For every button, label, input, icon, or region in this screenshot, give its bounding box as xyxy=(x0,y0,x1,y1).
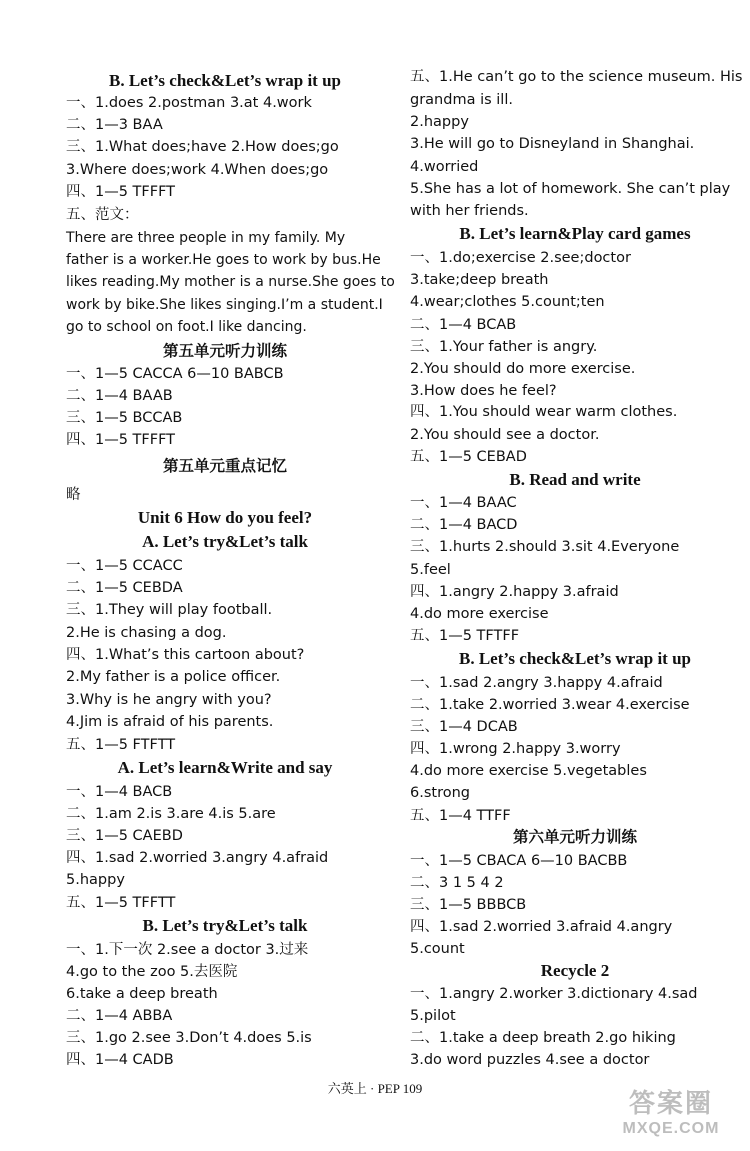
answer-line: 2.You should do more exercise. xyxy=(410,361,636,377)
answer-line: 二、1—4 BAAB xyxy=(66,388,173,404)
answer-line: 5.pilot xyxy=(410,1008,456,1024)
answer-line: 三、1.Your father is angry. xyxy=(410,339,598,355)
answer-line: 三、1.hurts 2.should 3.sit 4.Everyone xyxy=(410,539,680,555)
answer-line: 5.happy xyxy=(66,872,125,888)
answer-line: 四、1.angry 2.happy 3.afraid xyxy=(410,584,619,600)
answer-line: 4.do more exercise xyxy=(410,606,549,622)
answer-line: 二、1—4 ABBA xyxy=(66,1008,173,1024)
answer-line: 三、1.go 2.see 3.Don’t 4.does 5.is xyxy=(66,1030,312,1046)
answer-line: 四、1.What’s this cartoon about? xyxy=(66,647,305,663)
answer-line: 3.How does he feel? xyxy=(410,383,557,399)
answer-line: 一、1—5 CACCA 6—10 BABCB xyxy=(66,366,284,382)
answer-line: 二、1—5 CEBDA xyxy=(66,580,183,596)
answer-line: 五、1—5 TFFTT xyxy=(66,895,176,911)
answer-line: 三、1.What does;have 2.How does;go xyxy=(66,139,339,155)
section-heading: Unit 6 How do you feel? xyxy=(137,508,313,527)
answer-line: 三、1—5 BCCAB xyxy=(66,410,183,426)
answer-line: 2.happy xyxy=(410,114,469,130)
section-heading: B. Let’s try&Let’s talk xyxy=(142,916,308,935)
answer-line: 3.take;deep breath xyxy=(410,272,549,288)
section-heading: 第五单元重点记忆 xyxy=(162,457,287,475)
answer-line: 2.He is chasing a dog. xyxy=(66,625,227,641)
answer-line: 二、1—3 BAA xyxy=(66,117,163,133)
answer-line: 4.worried xyxy=(410,159,479,175)
answer-line: 三、1—5 CAEBD xyxy=(66,828,183,844)
answer-line: 四、1.wrong 2.happy 3.worry xyxy=(410,741,621,757)
answer-line: 四、1.sad 2.worried 3.angry 4.afraid xyxy=(66,850,329,866)
section-heading: 第五单元听力训练 xyxy=(162,342,287,360)
essay-line: go to school on foot.I like dancing. xyxy=(66,319,307,335)
section-heading: 第六单元听力训练 xyxy=(512,828,637,846)
answer-line: 五、1—4 TTFF xyxy=(410,808,511,824)
answer-line: 2.You should see a doctor. xyxy=(410,427,600,443)
answer-line: 3.He will go to Disneyland in Shanghai. xyxy=(410,136,695,152)
answer-line: 三、1.They will play football. xyxy=(66,602,273,618)
section-heading: B. Read and write xyxy=(509,470,641,489)
answer-line: 一、1—4 BACB xyxy=(66,784,173,800)
answer-line: 一、1.does 2.postman 3.at 4.work xyxy=(66,95,312,111)
answer-line: 一、1.sad 2.angry 3.happy 4.afraid xyxy=(410,675,663,691)
answer-line: 2.My father is a police officer. xyxy=(66,669,281,685)
answer-line: 二、1—4 BCAB xyxy=(410,317,517,333)
answer-line: 5.She has a lot of homework. She can’t play xyxy=(410,181,731,197)
answer-line: 一、1—5 CBACA 6—10 BACBB xyxy=(410,853,628,869)
section-heading: B. Let’s learn&Play card games xyxy=(459,224,691,243)
answer-line: 二、1.am 2.is 3.are 4.is 5.are xyxy=(66,806,276,822)
answer-line: 5.count xyxy=(410,941,465,957)
watermark-logo xyxy=(596,1088,746,1146)
section-heading: B. Let’s check&Let’s wrap it up xyxy=(109,71,341,90)
answer-line: 一、1.angry 2.worker 3.dictionary 4.sad xyxy=(410,986,698,1002)
answer-line: 4.do more exercise 5.vegetables xyxy=(410,763,647,779)
essay-line: work by bike.She likes singing.I’m a student.I xyxy=(66,297,383,313)
answer-line: 一、1—4 BAAC xyxy=(410,495,517,511)
section-heading: A. Let’s try&Let’s talk xyxy=(142,532,308,551)
answer-line: 二、1.take 2.worried 3.wear 4.exercise xyxy=(410,697,690,713)
answer-line: 一、1—5 CCACC xyxy=(66,558,183,574)
answer-line: 略 xyxy=(66,487,81,503)
answer-line: 三、1—5 BBBCB xyxy=(410,897,527,913)
answer-line: 5.feel xyxy=(410,562,451,578)
answer-line: 二、1—4 BACD xyxy=(410,517,518,533)
section-heading: B. Let’s check&Let’s wrap it up xyxy=(459,649,691,668)
answer-line: 3.Why is he angry with you? xyxy=(66,692,272,708)
answer-line: 五、1—5 TFTFF xyxy=(410,628,520,644)
answer-line: 五、1—5 CEBAD xyxy=(410,449,527,465)
answer-line: 3.do word puzzles 4.see a doctor xyxy=(410,1052,650,1068)
page-footer: 六英上 · PEP 109 xyxy=(327,1081,423,1096)
answer-line: 6.strong xyxy=(410,785,470,801)
answer-line: 4.wear;clothes 5.count;ten xyxy=(410,294,605,310)
answer-line: 一、1.下一次 2.see a doctor 3.过来 xyxy=(66,942,309,958)
answer-line: grandma is ill. xyxy=(410,92,513,108)
answer-line: 五、范文： xyxy=(66,207,139,223)
section-heading: A. Let’s learn&Write and say xyxy=(117,758,333,777)
answer-line: 二、3 1 5 4 2 xyxy=(410,875,504,891)
answer-line: 一、1.do;exercise 2.see;doctor xyxy=(410,250,631,266)
essay-line: father is a worker.He goes to work by bus.He xyxy=(66,252,381,268)
answer-line: 二、1.take a deep breath 2.go hiking xyxy=(410,1030,676,1046)
answer-line: 五、1.He can’t go to the science museum. His xyxy=(410,69,743,85)
essay-line: There are three people in my family. My xyxy=(66,230,346,246)
answer-line: 3.Where does;work 4.When does;go xyxy=(66,162,329,178)
essay-line: likes reading.My mother is a nurse.She goes to xyxy=(66,274,395,290)
answer-line: with her friends. xyxy=(410,203,529,219)
watermark-title: 答案圈 xyxy=(628,1088,713,1118)
watermark-url: MXQE.COM xyxy=(622,1120,720,1137)
answer-line: 五、1—5 FTFTT xyxy=(66,737,176,753)
answer-line: 4.Jim is afraid of his parents. xyxy=(66,714,274,730)
answer-line: 四、1.You should wear warm clothes. xyxy=(410,404,678,420)
answer-line: 4.go to the zoo 5.去医院 xyxy=(66,964,238,980)
answer-line: 四、1—4 CADB xyxy=(66,1052,174,1068)
answer-line: 三、1—4 DCAB xyxy=(410,719,518,735)
answer-line: 四、1.sad 2.worried 3.afraid 4.angry xyxy=(410,919,673,935)
answer-line: 6.take a deep breath xyxy=(66,986,218,1002)
answer-line: 四、1—5 TFFFT xyxy=(66,432,176,448)
answer-line: 四、1—5 TFFFT xyxy=(66,184,176,200)
section-heading: Recycle 2 xyxy=(540,961,610,980)
